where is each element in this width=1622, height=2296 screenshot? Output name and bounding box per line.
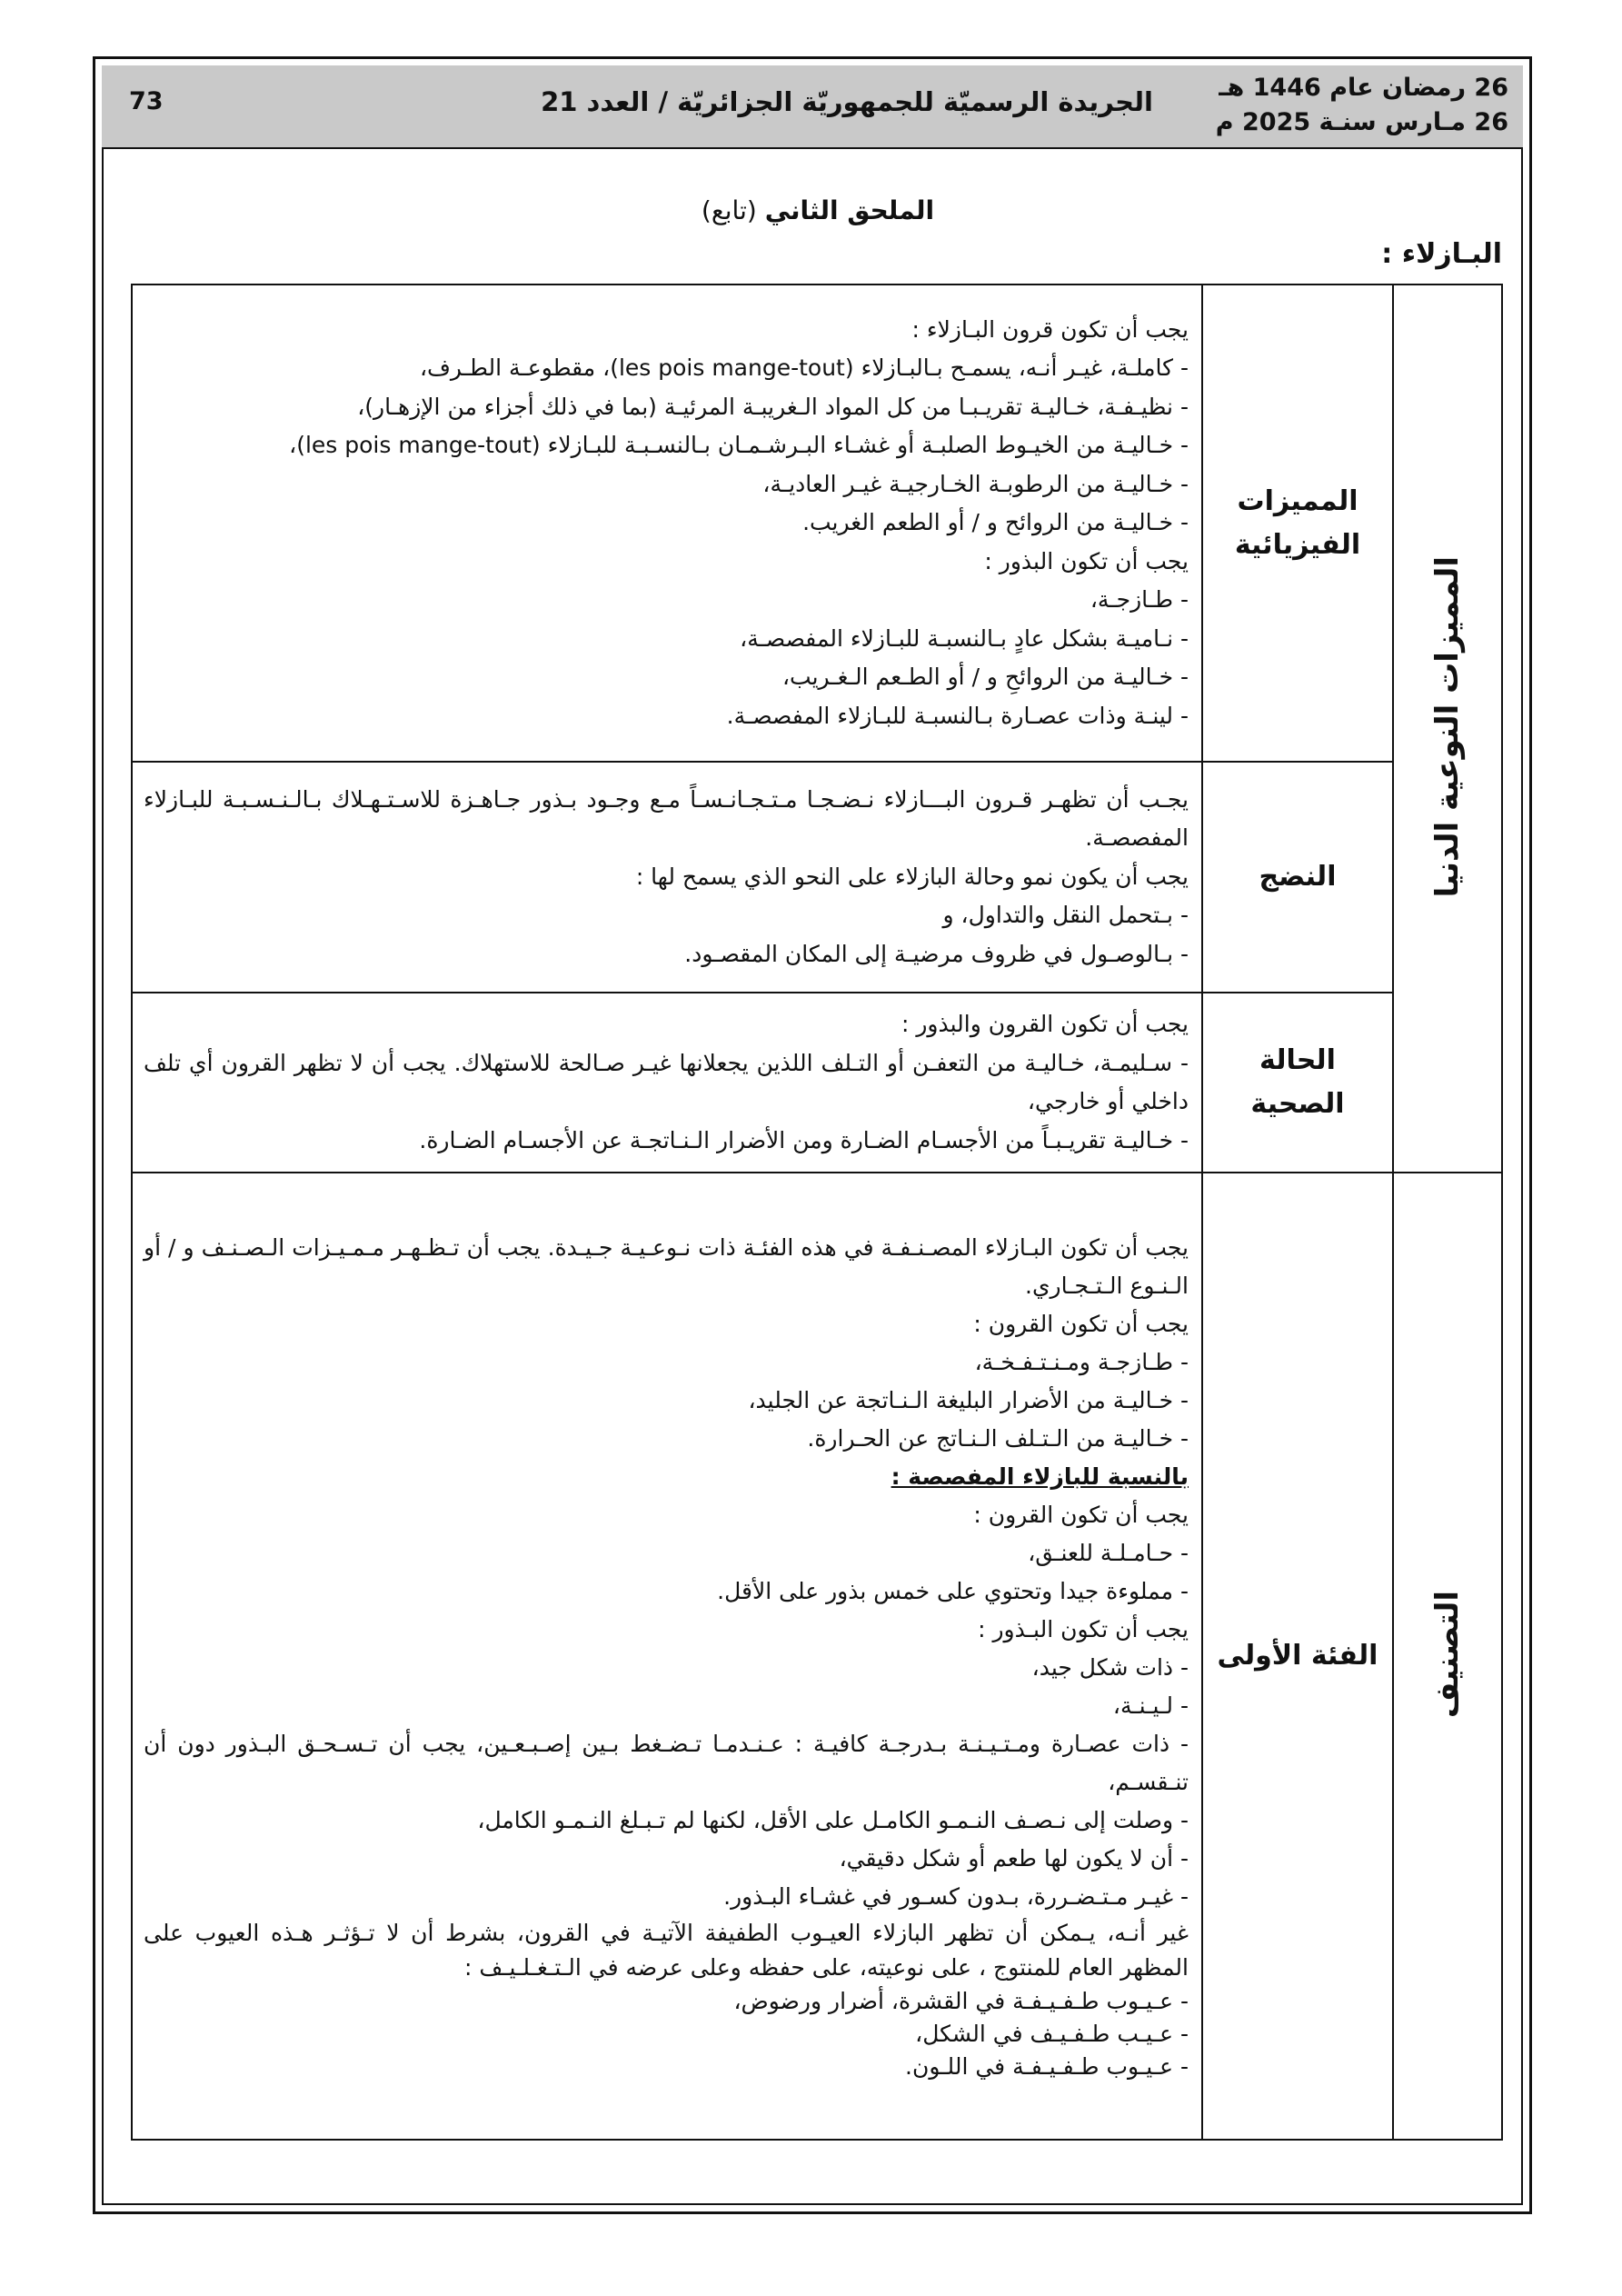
text-fragment: - خـاليـة من الخيـوط الصلبـة أو غشـاء البـرشـمـان بـالنسـبـة للبـازلاء ( [531, 432, 1189, 459]
text-line: - بـتحمل النقل والتداول، و [942, 902, 1189, 929]
text-fragment: ، مقطوعـة الطـرف، [419, 354, 611, 382]
header-date [1216, 71, 1508, 140]
text-line: - عـيـوب طـفـيـفـة في اللـون. [905, 2053, 1189, 2080]
table-row [132, 285, 1502, 762]
text-line: يجب أن تكون البذور : [984, 547, 1189, 574]
text-line: - سـليمـة، خـاليـة من التعفـن أو التـلف اللذين يجعلانها غيـر صـالحة للاستهلاك. يجب أن لا تظهر القرون أي تلف داخلي أو خارجي، [144, 1049, 1189, 1114]
date-hijri: 26 رمضان عام 1446 هـ [1219, 74, 1508, 102]
annex-continued: (تابع) [701, 195, 757, 225]
text-fragment: - كاملـة، غيـر أنـه، يسمـح بـالبـازلاء [861, 354, 1189, 382]
text-line: - لينـة وذات عصـارة بـالنسبـة للبـازلاء المفصصـة. [726, 702, 1189, 729]
text-line: يجب أن تكون القرون والبذور : [901, 1011, 1189, 1037]
text-line: يجـب أن تظهـر قـرون البـــازلاء نـضـجـا مـتـجـانـسـاً مـع وجـود بـذور جـاهـزة للاسـتـهـلاك بـالـنـسـبـة للبـازلاء المفصصـة. [144, 785, 1189, 852]
french-term: (les pois mange-tout) [610, 354, 854, 382]
text-line: يجب أن تكون قرون البـازلاء : [911, 315, 1189, 343]
text-line: - نـاميـة بشكل عادٍ بـالنسبـة للبـازلاء المفصصـة، [740, 624, 1189, 652]
table-row [132, 993, 1502, 1173]
text-line: - حـامـلـة للعنـق، [1028, 1540, 1189, 1566]
french-term: les pois mange-tout [304, 432, 532, 459]
text-line: - ذات شكل جيد، [1031, 1654, 1189, 1681]
text-line: - عـيـوب طـفـيـفـة في القشرة، أضرار ورضوض، [733, 1988, 1189, 2014]
text-line: - خـاليـة من الأضرار البليغة الـنـاتجة عن الجليد، [748, 1387, 1189, 1413]
text-line: - مملوءة جيدا وتحتوي على خمس بذور على الأقل. [717, 1578, 1189, 1604]
text-fragment: )، [289, 432, 305, 459]
row-body-maturity [132, 762, 1202, 993]
text-line: يجب أن تكون القرون : [973, 1311, 1189, 1337]
text-line: - خـاليـة من الرطوبـة الخـارجيـة غيـر العاديـة، [762, 470, 1189, 497]
row-label: النضج [1259, 861, 1337, 893]
gazette-title: الجريدة الرسميّة للجمهوريّة الجزائريّة / العدد 21 [541, 86, 1153, 117]
category-label: المميزات النوعية الدنيا [1429, 555, 1466, 898]
annex-heading [454, 193, 1181, 229]
text-line [144, 349, 1189, 388]
text-line: - وصلت إلى نـصـف النـمـو الكامـل على الأقل، لكنها لم تـبـلغ النـمـو الكامل، [477, 1807, 1189, 1833]
section-title: البـازلاء : [1381, 238, 1502, 270]
text-line: - لـيـنـة، [1112, 1692, 1189, 1719]
text-line: - خـاليـة من الروائحِ و / أو الطـعم الـغـريب، [781, 664, 1189, 691]
text-line: يجب أن يكون نمو وحالة البازلاء على النحو الذي يسمح لها : [635, 863, 1189, 890]
text-line: - ذات عصـارة ومـتـيـنـة بـدرجـة كافيـة : عـنـدمـا تـضـغط بـين إصـبـعـين، يجب أن تـسـحـق البـذور دون أن تنـقسـم، [144, 1731, 1189, 1795]
text-line: - خـاليـة تقريـبـاً من الأجسـام الضـارة ومن الأضرار الـنـاتجـة عن الأجسـام الضـارة. [419, 1126, 1189, 1153]
row-label-cell [1202, 993, 1393, 1173]
row-label: الحالة الصحية [1250, 1044, 1345, 1120]
text-line: غير أنـه، يـمكن أن تظهر البازلاء العيـوب الطفيفة الآتيـة في القرون، بشرط أن لا تـؤثـر هـذه العيوب على المظهر العام للمنتوج ، على نوعيته، على حفظه وعلى عرضه في الـتـغـلـيـف : [144, 1920, 1189, 1981]
subheading: بالنسبة للبازلاء المفصصة : [891, 1463, 1189, 1490]
row-label: الفئة الأولى [1217, 1640, 1378, 1672]
text-line: يجب أن تكون القرون : [973, 1502, 1189, 1528]
category-cell-min-quality [1393, 285, 1502, 1173]
text-line [144, 426, 1189, 465]
text-line: - طـازجـة ومـنـتـفـخـة، [974, 1349, 1189, 1375]
text-line: - خـاليـة من الـتـلف الـنـاتج عن الحـرارة. [807, 1425, 1189, 1452]
category-cell-classification [1393, 1173, 1502, 2140]
text-line: - أن لا يكون لها طعم أو شكل دقيقي، [839, 1845, 1189, 1872]
row-label-cell [1202, 285, 1393, 762]
row-label: المميزات الفيزيائية [1234, 484, 1361, 561]
text-line: - عـيـب طـفـيـف في الشكل، [915, 2021, 1189, 2047]
text-line: يجب أن تكون البـذور : [978, 1616, 1189, 1642]
category-label: التصنيف [1429, 1590, 1466, 1719]
table-row [132, 1173, 1502, 2140]
table-row [132, 762, 1502, 993]
text-line: - نظيـفـة، خـاليـة تقريـبـا من كل المواد الـغريبـة المرئيـة (بما في ذلك أجزاء من الإزهـار)، [357, 393, 1189, 420]
gazette-header [102, 65, 1523, 149]
annex-title: الملحق الثاني [764, 195, 935, 225]
row-label-cell [1202, 1173, 1393, 2140]
row-body-health [132, 993, 1202, 1173]
row-body-first-class [132, 1173, 1202, 2140]
text-line: - غيـر مـتـضـررة، بـدون كسـور في غشـاء البـذور. [723, 1883, 1189, 1910]
text-line: يجب أن تكون البـازلاء المصـنـفـة في هذه الفئـة ذات نـوعـيـة جـيـدة. يجب أن تـظـهـر مـمـيـزات الـصـنـف و / أو الـنـوع الـتـجـاري. [144, 1234, 1189, 1299]
text-line: - طـازجـة، [1090, 586, 1189, 614]
row-body-physical [132, 285, 1202, 762]
text-line: - بـالوصـول في ظروف مرضيـة إلى المكان المقصـود. [684, 940, 1189, 967]
row-label-cell [1202, 762, 1393, 993]
text-line: - خـاليـة من الروائح و / أو الطعم الغريب. [802, 509, 1189, 536]
date-gregorian: 26 مـارس سنـة 2025 م [1215, 108, 1508, 136]
page-number: 73 [129, 87, 164, 115]
standards-table [131, 284, 1503, 2141]
